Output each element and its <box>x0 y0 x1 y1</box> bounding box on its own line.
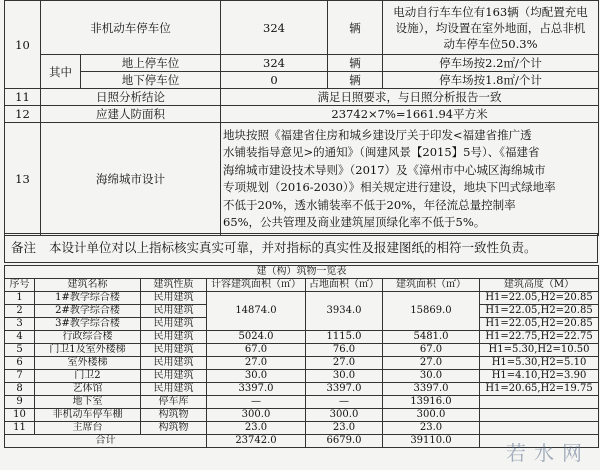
cell-far: 30.0 <box>207 370 306 383</box>
table-row <box>5 409 599 422</box>
cell-far: 3397.0 <box>207 383 306 396</box>
row-12 <box>5 106 599 123</box>
cell-far: 67.0 <box>207 344 306 357</box>
text-line: 海绵城市建设技术导则》（2017）及《漳州市中心城区海绵城市 <box>223 162 546 177</box>
row-label: 应建人防面积 <box>41 106 221 123</box>
cell-type: 构筑物 <box>141 422 207 435</box>
cell-land: 76.0 <box>306 344 383 357</box>
cell-type: 民用建筑 <box>141 357 207 370</box>
total-far: 23742.0 <box>207 435 306 448</box>
cell-land: 1115.0 <box>306 331 383 344</box>
cell-no: 11 <box>5 422 35 435</box>
cell-no: 5 <box>5 344 35 357</box>
table-row <box>5 292 599 305</box>
cell-height: H1=22.05,H2=20.85 <box>480 318 599 331</box>
cell-area: 67.0 <box>383 344 480 357</box>
building-table <box>4 265 599 448</box>
row-13 <box>5 123 599 236</box>
row-label: 非机动车停车位 <box>41 1 221 55</box>
cell-no: 1 <box>5 292 35 305</box>
cell-height <box>480 396 599 409</box>
cell-far: 23.0 <box>207 422 306 435</box>
cell-far: 27.0 <box>207 357 306 370</box>
cell-type: 民用建筑 <box>141 370 207 383</box>
sub-row-underground <box>5 72 599 89</box>
sponge-city-text <box>221 123 599 236</box>
sub-unit: 辆 <box>328 55 383 72</box>
sub-unit: 辆 <box>328 72 383 89</box>
cell-name: 艺体馆 <box>35 383 141 396</box>
total-area: 39110.0 <box>383 435 480 448</box>
remarks-row <box>4 233 598 263</box>
text-line: 水铺装指导意见>的通知》（闽建风景【2015】5号）、《福建省 <box>223 145 540 159</box>
watermark-logo: 若水网 <box>506 441 590 465</box>
header-cell: 建筑高度（M） <box>480 279 599 292</box>
header-cell: 占地面积（㎡） <box>306 279 383 292</box>
cell-height: H1=20.65,H2=19.75 <box>480 383 599 396</box>
cell-area: 5481.0 <box>383 331 480 344</box>
cell-area-merged: 15869.0 <box>383 292 480 331</box>
cell-far: 5024.0 <box>207 331 306 344</box>
cell-type: 民用建筑 <box>141 331 207 344</box>
sub-label: 地下停车位 <box>81 72 221 89</box>
cell-height: H1=22.05,H2=20.85 <box>480 305 599 318</box>
cell-height: H1=5.30,H2=5.10 <box>480 357 599 370</box>
table-row <box>5 357 599 370</box>
cell-name: 门卫2 <box>35 370 141 383</box>
cell-no: 7 <box>5 370 35 383</box>
cell-land: 3397.0 <box>306 383 383 396</box>
indicator-table <box>4 0 599 236</box>
table-row <box>5 383 599 396</box>
cell-name: 3#教学综合楼 <box>35 318 141 331</box>
cell-far-merged: 14874.0 <box>207 292 306 331</box>
text-line: 不低于20%，透水铺装率不低于20%，年径流总量控制率 <box>223 197 516 212</box>
sub-value: 0 <box>221 72 328 89</box>
cell-height <box>480 409 599 422</box>
cell-area: 27.0 <box>383 357 480 370</box>
cell-land: 30.0 <box>306 370 383 383</box>
sub-label: 地上停车位 <box>81 55 221 72</box>
table-row <box>5 396 599 409</box>
cell-name: 主席台 <box>35 422 141 435</box>
row-number: 10 <box>5 1 41 89</box>
note-line: 电动自行车车位有163辆（均配置充电 <box>393 4 588 19</box>
cell-land: — <box>306 396 383 409</box>
cell-land: 27.0 <box>306 357 383 370</box>
cell-area: 23.0 <box>383 422 480 435</box>
text-line: 地块按照《福建省住房和城乡建设厅关于印发<福建省推广透 <box>223 127 532 142</box>
table-row <box>5 370 599 383</box>
cell-type: 民用建筑 <box>141 318 207 331</box>
cell-land-merged: 3934.0 <box>306 292 383 331</box>
row-label: 日照分析结论 <box>41 89 221 106</box>
row-unit: 辆 <box>328 1 383 55</box>
header-cell: 计容建筑面积（㎡） <box>207 279 306 292</box>
table-row <box>5 331 599 344</box>
cell-height: H1=22.75,H2=22.75 <box>480 331 599 344</box>
cell-area: 300.0 <box>383 409 480 422</box>
cell-no: 9 <box>5 396 35 409</box>
cell-far: — <box>207 396 306 409</box>
cell-height: H1=22.05,H2=20.85 <box>480 292 599 305</box>
cell-land: 23.0 <box>306 422 383 435</box>
cell-name: 门卫1及室外楼梯 <box>35 344 141 357</box>
cell-type: 民用建筑 <box>141 344 207 357</box>
building-table-title: 建（构）筑物一览表 <box>5 266 599 279</box>
remarks-text: 本设计单位对以上指标核实真实可靠，并对指标的真实性及报建图纸的相符一致性负责。 <box>49 240 537 255</box>
cell-far: 300.0 <box>207 409 306 422</box>
cell-name: 1#教学综合楼 <box>35 292 141 305</box>
sub-note: 停车场按1.8㎡/个计 <box>383 72 599 89</box>
text-line: 专项规划（2016-2030）》相关规定进行建设，地块下凹式绿地率 <box>223 180 556 194</box>
header-cell: 建筑性质 <box>141 279 207 292</box>
row-number: 11 <box>5 89 41 106</box>
cell-no: 2 <box>5 305 35 318</box>
row-10 <box>5 1 599 55</box>
sub-note: 停车场按2.2㎡/个计 <box>383 55 599 72</box>
header-cell: 建筑面积（㎡） <box>383 279 480 292</box>
note-line: 动车停车位50.3% <box>443 36 538 51</box>
row-number: 13 <box>5 123 41 236</box>
cell-height <box>480 422 599 435</box>
row-label: 海绵城市设计 <box>41 123 221 236</box>
total-land: 6679.0 <box>306 435 383 448</box>
cell-height: H1=5.30,H2=10.50 <box>480 344 599 357</box>
cell-name: 室外楼梯 <box>35 357 141 370</box>
table-row <box>5 344 599 357</box>
row-number: 12 <box>5 106 41 123</box>
cell-name: 行政综合楼 <box>35 331 141 344</box>
total-label: 合计 <box>5 435 207 448</box>
header-cell: 序号 <box>5 279 35 292</box>
row-value: 23742×7%=1661.94平方米 <box>221 106 599 123</box>
cell-land: 300.0 <box>306 409 383 422</box>
cell-name: 非机动车停车棚 <box>35 409 141 422</box>
cell-no: 6 <box>5 357 35 370</box>
cell-height: H1=4.10,H2=3.90 <box>480 370 599 383</box>
cell-type: 民用建筑 <box>141 292 207 305</box>
sub-value: 324 <box>221 55 328 72</box>
cell-name: 地下室 <box>35 396 141 409</box>
sub-row-above-ground <box>5 55 599 72</box>
text-line: 65%，公共管理及商业建筑屋顶绿化率不低于5%。 <box>223 215 486 229</box>
sub-group-label: 其中 <box>41 55 81 89</box>
cell-area: 3397.0 <box>383 383 480 396</box>
cell-no: 10 <box>5 409 35 422</box>
cell-area: 30.0 <box>383 370 480 383</box>
cell-type: 停车库 <box>141 396 207 409</box>
row-11 <box>5 89 599 106</box>
cell-type: 民用建筑 <box>141 383 207 396</box>
row-value: 满足日照要求，与日照分析报告一致 <box>221 89 599 106</box>
remarks-label: 备注 <box>11 240 37 255</box>
cell-no: 3 <box>5 318 35 331</box>
cell-type: 构筑物 <box>141 409 207 422</box>
note-line: 设施），均设置在室外地面，占总非机 <box>395 20 586 35</box>
table-row <box>5 422 599 435</box>
header-cell: 建筑名称 <box>35 279 141 292</box>
cell-name: 2#教学综合楼 <box>35 305 141 318</box>
cell-no: 8 <box>5 383 35 396</box>
row-value: 324 <box>221 1 328 55</box>
building-table-header <box>5 279 599 292</box>
cell-no: 4 <box>5 331 35 344</box>
cell-type: 民用建筑 <box>141 305 207 318</box>
cell-area: 13916.0 <box>383 396 480 409</box>
building-table-title-row <box>5 266 599 279</box>
row-note <box>383 1 599 55</box>
